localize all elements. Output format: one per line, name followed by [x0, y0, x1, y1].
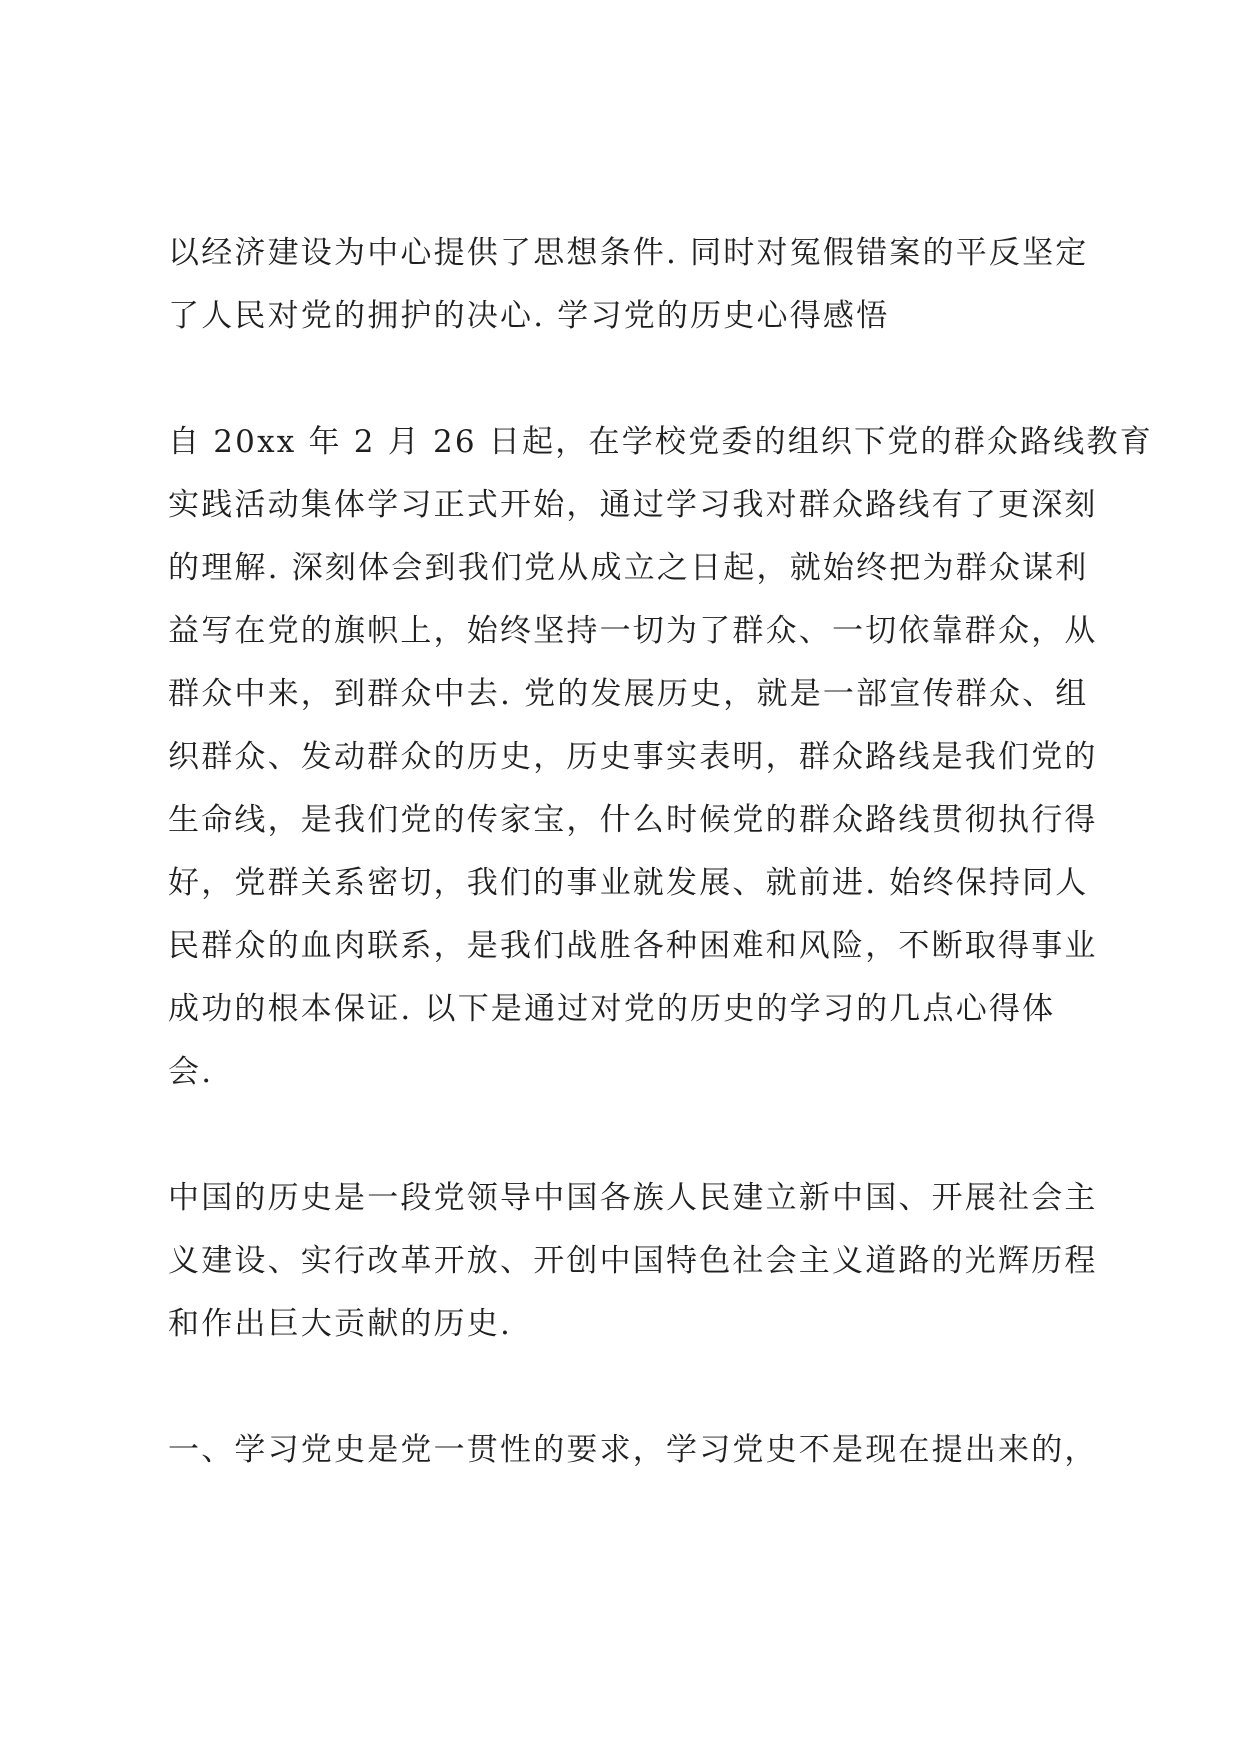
text-line: 和作出巨大贡献的历史. [168, 1306, 513, 1342]
text-line: 民群众的血肉联系，是我们战胜各种困难和风险，不断取得事业 [168, 928, 1098, 964]
document-body [168, 222, 1153, 1545]
text-line: 的理解. 深刻体会到我们党从成立之日起，就始终把为群众谋利 [168, 550, 1089, 586]
text-line: 实践活动集体学习正式开始，通过学习我对群众路线有了更深刻 [168, 487, 1098, 523]
text-line: 织群众、发动群众的历史，历史事实表明，群众路线是我们党的 [168, 739, 1098, 775]
text-line: 自 20xx 年 2 月 26 日起，在学校党委的组织下党的群众路线教育 [168, 424, 1153, 460]
paragraph-3 [168, 1167, 1098, 1356]
text-line: 了人民对党的拥护的决心. 学习党的历史心得感悟 [168, 298, 890, 334]
text-line: 成功的根本保证. 以下是通过对党的历史的学习的几点心得体 [168, 991, 1056, 1027]
paragraph-2 [168, 411, 1153, 1104]
paragraph-1 [168, 222, 1098, 348]
text-line: 以经济建设为中心提供了思想条件. 同时对冤假错案的平反坚定 [168, 235, 1089, 271]
text-line: 中国的历史是一段党领导中国各族人民建立新中国、开展社会主 [168, 1180, 1098, 1216]
text-line: 生命线，是我们党的传家宝，什么时候党的群众路线贯彻执行得 [168, 802, 1098, 838]
text-line: 义建设、实行改革开放、开创中国特色社会主义道路的光辉历程 [168, 1243, 1098, 1279]
text-line: 会. [168, 1054, 214, 1090]
text-line: 一、学习党史是党一贯性的要求，学习党史不是现在提出来的， [168, 1432, 1098, 1468]
text-line: 群众中来，到群众中去. 党的发展历史，就是一部宣传群众、组 [168, 676, 1089, 712]
paragraph-4 [168, 1419, 1098, 1482]
text-line: 益写在党的旗帜上，始终坚持一切为了群众、一切依靠群众，从 [168, 613, 1098, 649]
text-line: 好，党群关系密切，我们的事业就发展、就前进. 始终保持同人 [168, 865, 1089, 901]
